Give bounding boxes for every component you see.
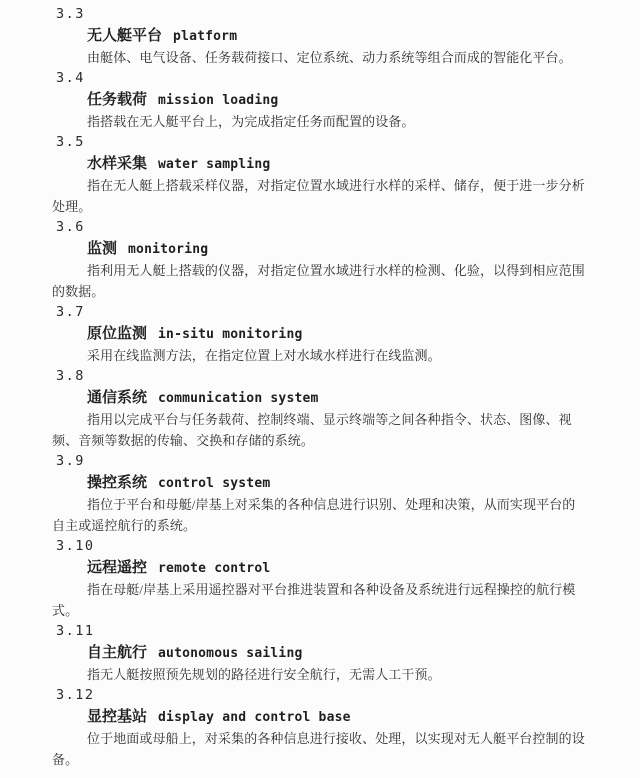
term-en: water sampling bbox=[158, 157, 271, 172]
term-heading bbox=[52, 323, 586, 345]
term-section-3-7 bbox=[52, 302, 586, 366]
section-number: 3.5 bbox=[56, 134, 85, 150]
term-en: autonomous sailing bbox=[158, 646, 303, 661]
term-definition: 由艇体、电气设备、任务载荷接口、定位系统、动力系统等组合而成的智能化平台。 bbox=[87, 50, 572, 65]
term-en: platform bbox=[173, 29, 238, 44]
term-section-3-11 bbox=[52, 621, 586, 685]
term-section-3-3 bbox=[52, 4, 586, 68]
term-heading bbox=[52, 472, 586, 494]
term-en: display and control base bbox=[158, 710, 351, 725]
term-zh: 操控系统 bbox=[87, 474, 148, 491]
section-number: 3.4 bbox=[56, 70, 85, 86]
term-zh: 原位监测 bbox=[87, 325, 148, 342]
term-definition: 指位于平台和母艇/岸基上对采集的各种信息进行识别、处理和决策，从而实现平台的自主或遥控航行的系统。 bbox=[52, 497, 576, 533]
term-definition: 指在无人艇上搭载采样仪器，对指定位置水域进行水样的采样、储存，便于进一步分析处理。 bbox=[52, 178, 585, 214]
term-section-3-10 bbox=[52, 536, 586, 621]
term-en: remote control bbox=[158, 561, 271, 576]
term-definition: 采用在线监测方法，在指定位置上对水域水样进行在线监测。 bbox=[87, 348, 441, 363]
term-heading bbox=[52, 25, 586, 47]
section-number: 3.11 bbox=[56, 623, 95, 639]
term-zh: 远程遥控 bbox=[87, 559, 148, 576]
term-heading bbox=[52, 642, 586, 664]
section-number: 3.6 bbox=[56, 219, 85, 235]
term-heading bbox=[52, 706, 586, 728]
term-en: communication system bbox=[158, 391, 319, 406]
term-zh: 无人艇平台 bbox=[87, 27, 163, 44]
term-en: monitoring bbox=[128, 242, 209, 257]
term-heading bbox=[52, 238, 586, 260]
term-heading bbox=[52, 387, 586, 409]
term-section-3-8 bbox=[52, 366, 586, 451]
term-zh: 自主航行 bbox=[87, 644, 148, 661]
section-number: 3.12 bbox=[56, 687, 95, 703]
term-zh: 监测 bbox=[87, 240, 118, 257]
document-page bbox=[52, 4, 586, 770]
term-definition: 指无人艇按照预先规划的路径进行安全航行，无需人工干预。 bbox=[87, 667, 441, 682]
section-number: 3.3 bbox=[56, 6, 85, 22]
term-section-3-5 bbox=[52, 132, 586, 217]
term-section-3-4 bbox=[52, 68, 586, 132]
term-heading bbox=[52, 89, 586, 111]
term-zh: 显控基站 bbox=[87, 708, 148, 725]
term-definition: 指搭载在无人艇平台上，为完成指定任务而配置的设备。 bbox=[87, 114, 415, 129]
term-zh: 通信系统 bbox=[87, 389, 148, 406]
term-definition: 指在母艇/岸基上采用遥控器对平台推进装置和各种设备及系统进行远程操控的航行模式。 bbox=[52, 582, 576, 618]
term-en: control system bbox=[158, 476, 271, 491]
term-section-3-9 bbox=[52, 451, 586, 536]
term-definition: 指利用无人艇上搭载的仪器，对指定位置水域进行水样的检测、化验，以得到相应范围的数据。 bbox=[52, 263, 585, 299]
term-heading bbox=[52, 557, 586, 579]
term-zh: 任务载荷 bbox=[87, 91, 148, 108]
section-number: 3.7 bbox=[56, 304, 85, 320]
section-number: 3.9 bbox=[56, 453, 85, 469]
term-en: in-situ monitoring bbox=[158, 327, 303, 342]
term-section-3-6 bbox=[52, 217, 586, 302]
term-heading bbox=[52, 153, 586, 175]
section-number: 3.10 bbox=[56, 538, 95, 554]
term-en: mission loading bbox=[158, 93, 279, 108]
term-section-3-12 bbox=[52, 685, 586, 770]
term-definition: 位于地面或母船上，对采集的各种信息进行接收、处理，以实现对无人艇平台控制的设备。 bbox=[52, 731, 585, 767]
section-number: 3.8 bbox=[56, 368, 85, 384]
term-definition: 指用以完成平台与任务载荷、控制终端、显示终端等之间各种指令、状态、图像、视频、音频等数据的传输、交换和存储的系统。 bbox=[52, 412, 572, 448]
term-zh: 水样采集 bbox=[87, 155, 148, 172]
